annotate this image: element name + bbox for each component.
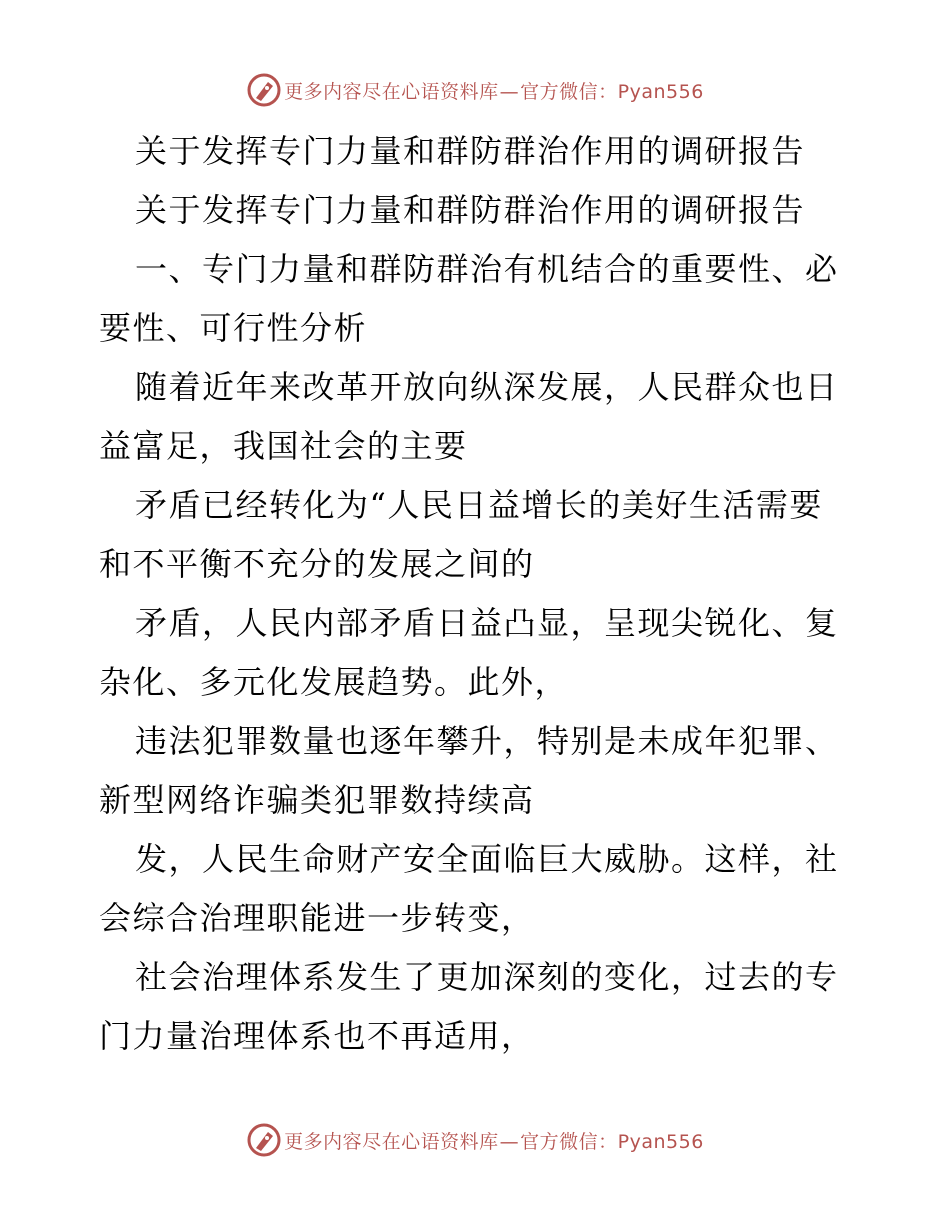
document-body [99,122,859,1066]
banner-text: 更多内容尽在心语资料库—官方微信：Pyan556 [284,1130,704,1153]
text-line: 新型网络诈骗类犯罪数持续高 [99,781,535,819]
footer-banner [0,1120,950,1160]
text-line: 和不平衡不充分的发展之间的 [99,545,535,583]
text-line: 杂化、多元化发展趋势。此外， [99,663,569,701]
text-line: 要性、可行性分析 [99,309,368,347]
text-line: 矛盾，人民内部矛盾日益凸显，呈现尖锐化、复 [135,604,839,642]
text-line: 关于发挥专门力量和群防群治作用的调研报告 [135,191,806,229]
pen-nib-logo-icon [246,1122,282,1158]
text-line: 益富足，我国社会的主要 [99,427,468,465]
text-line: 发，人民生命财产安全面临巨大威胁。这样，社 [135,840,839,878]
text-line: 关于发挥专门力量和群防群治作用的调研报告 [135,132,806,170]
text-line: 一、专门力量和群防群治有机结合的重要性、必 [135,250,839,288]
text-line: 门力量治理体系也不再适用， [99,1017,535,1055]
text-line: 矛盾已经转化为“人民日益增长的美好生活需要 [135,486,823,524]
banner-text: 更多内容尽在心语资料库—官方微信：Pyan556 [284,80,704,103]
header-banner [0,70,950,110]
text-line: 社会治理体系发生了更加深刻的变化，过去的专 [135,958,839,996]
text-line: 违法犯罪数量也逐年攀升，特别是未成年犯罪、 [135,722,839,760]
text-line: 随着近年来改革开放向纵深发展，人民群众也日 [135,368,839,406]
text-line: 会综合治理职能进一步转变， [99,899,535,937]
pen-nib-logo-icon [246,72,282,108]
